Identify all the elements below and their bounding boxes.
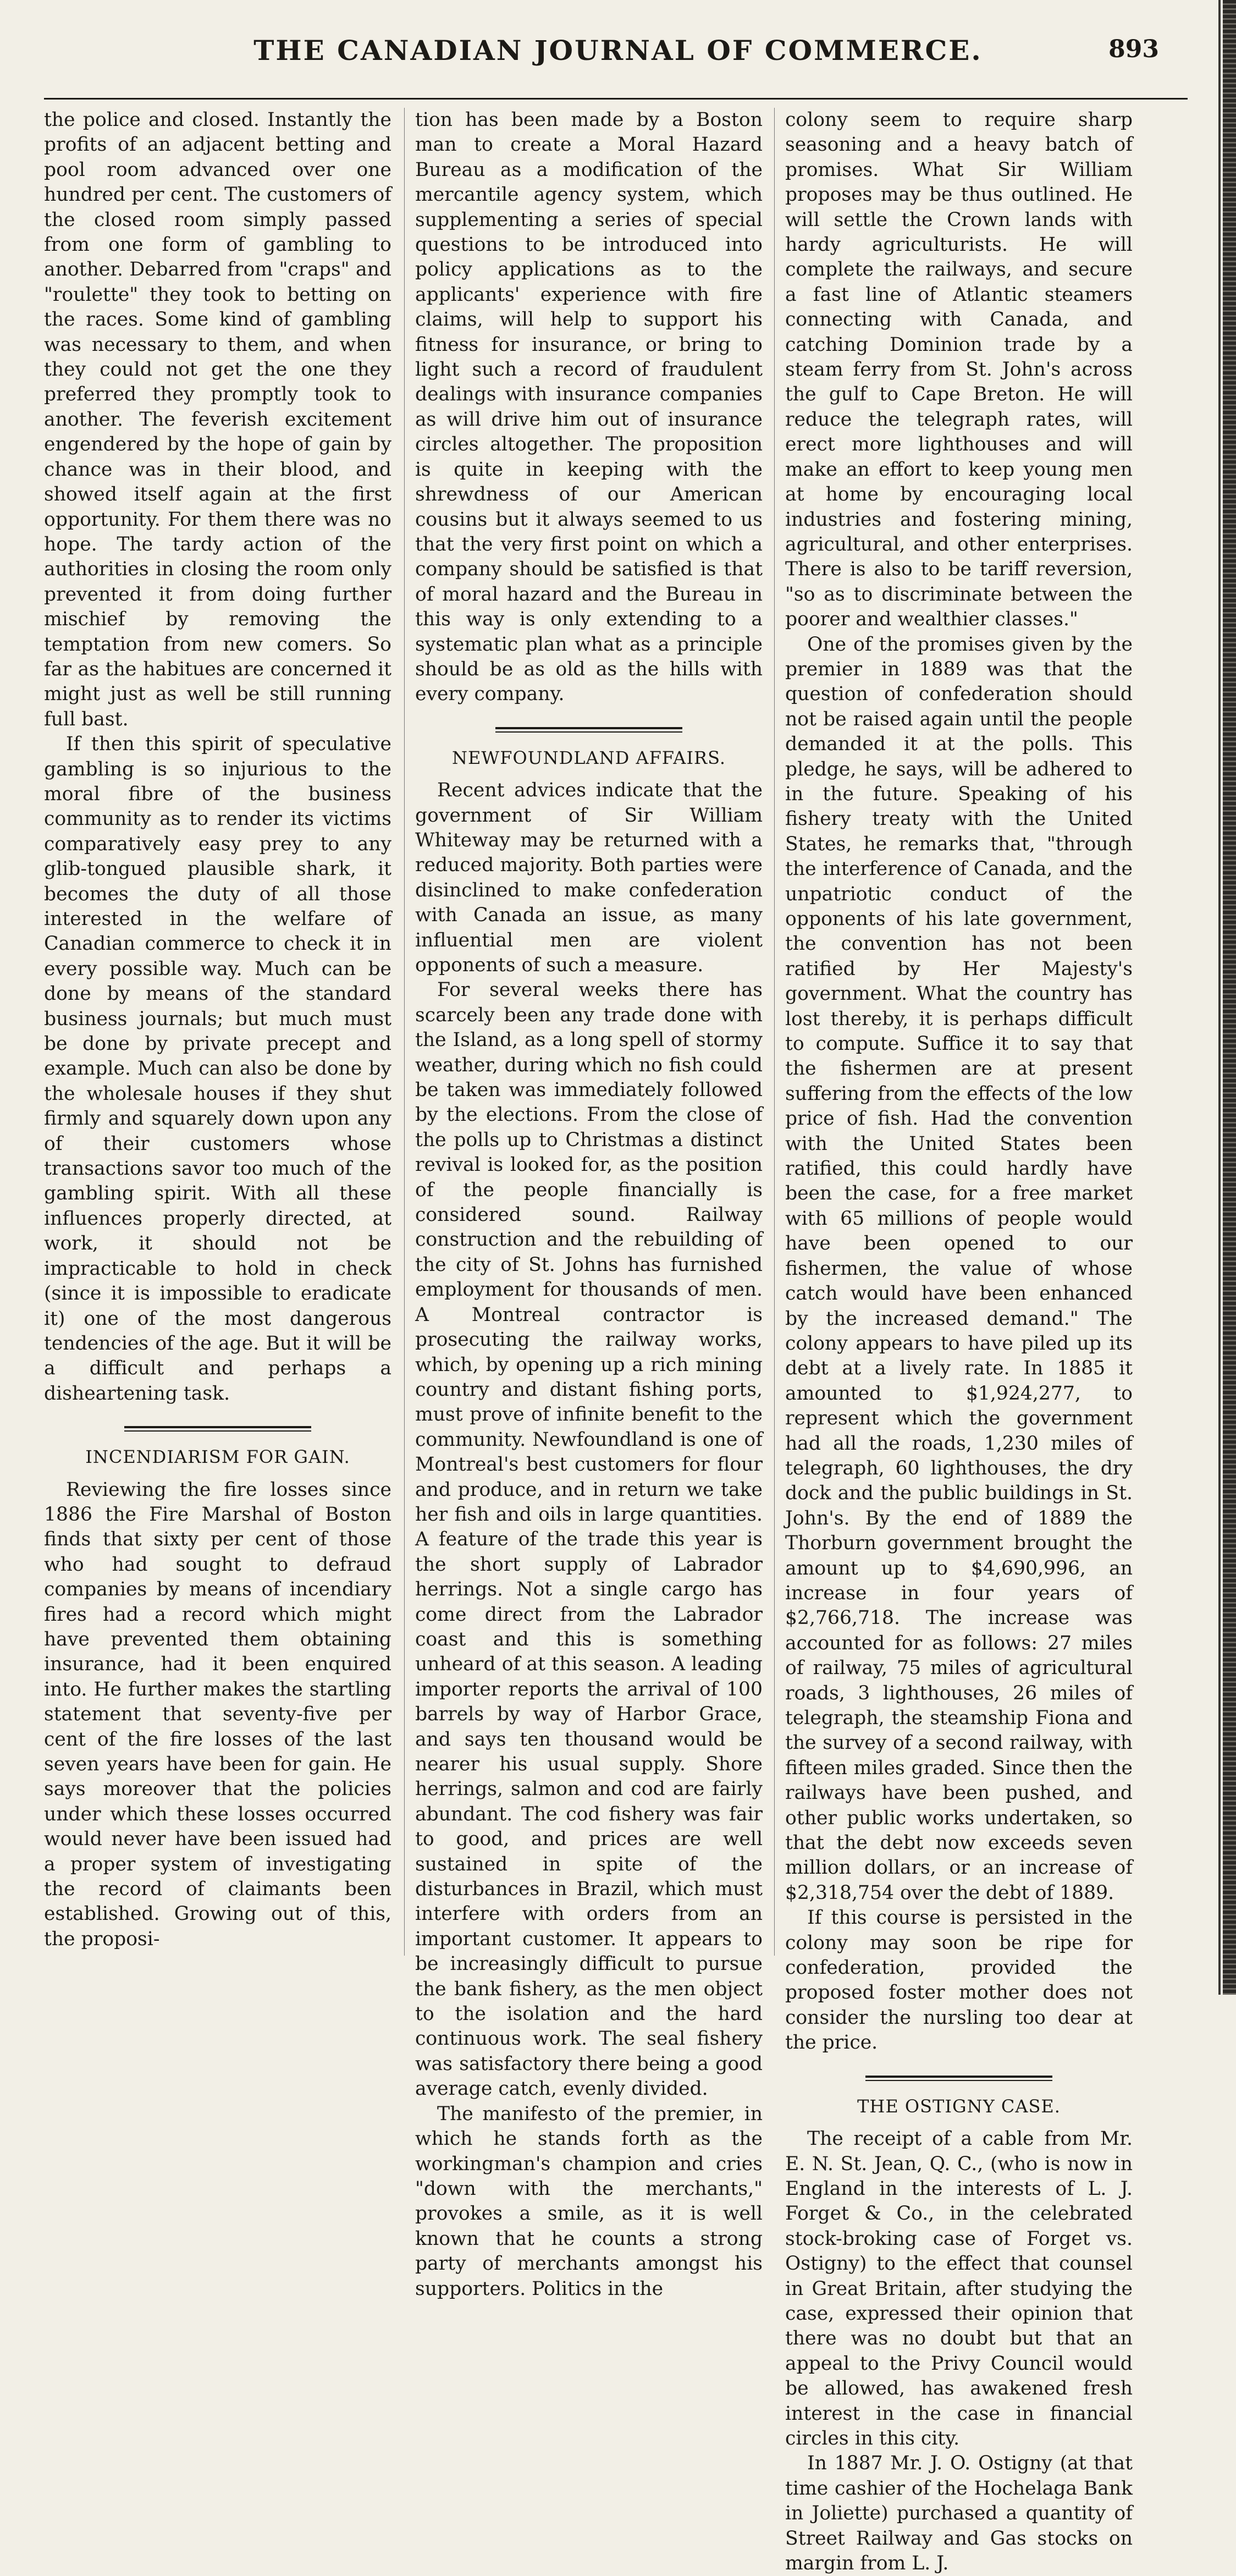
paragraph: In 1887 Mr. J. O. Ostigny (at that time cashier of the Hochelaga Bank in Joliette) purchased a quantity of Street Railway and Gas stocks on margin from L. J.	[785, 2452, 1133, 2574]
section-heading-ostigny: THE OSTIGNY CASE.	[857, 2095, 1061, 2117]
section-divider	[124, 1426, 311, 1434]
paragraph: tion has been made by a Boston man to create a Moral Hazard Bureau as a modification of the mercantile agency system, which supplementing a series of special questions to be introduced into policy applications as to the applicants' experience with fire claims, will help to support his fitness for insurance, or bring to light such a record of fraudulent dealings with insurance companies as will drive him out of insurance circles altogether. The proposition is quite in keeping with the shrewdness of our American cousins but it always seemed to us that the very first point on which a company should be satisfied is that of moral hazard and the Bureau in this way is only extending to a systematic plan what as a principle should be as old as the hills with every company.	[415, 109, 763, 706]
paragraph: The manifesto of the premier, in which he stands forth as the workingman's champion and cries "down with the merchants," provokes a smile, as it is well known that he counts a strong party of merchants amongst his supporters. Politics in the	[415, 2102, 763, 2300]
masthead: THE CANADIAN JOURNAL OF COMMERCE.	[253, 34, 983, 67]
page-header	[0, 34, 1236, 85]
column-divider	[774, 108, 775, 1956]
header-rule	[44, 98, 1188, 100]
page-number: 893	[1108, 35, 1159, 63]
section-divider	[865, 2076, 1052, 2083]
paragraph: If then this spirit of speculative gambling is so injurious to the moral fibre of the business community as to render its victims comparatively easy prey to any glib-tongued plausible shark, it becomes the duty of all those interested in the welfare of Canadian commerce to check it in every possible way. Much can be done by means of the standard business journals; but much must be done by private precept and example. Much can also be done by the wholesale houses if they shut firmly and squarely down upon any of their customers whose transactions savor too much of the gambling spirit. With all these influences properly directed, at work, it should not be impracticable to hold in check (since it is impossible to eradicate it) one of the most dangerous tendencies of the age. But it will be a difficult and perhaps a disheartening task.	[44, 733, 391, 1405]
section-heading-newfoundland: NEWFOUNDLAND AFFAIRS.	[451, 747, 726, 768]
paragraph: The receipt of a cable from Mr. E. N. St. Jean, Q. C., (who is now in England in the interests of L. J. Forget & Co., in the celebrated stock-broking case of Forget vs. Ostigny) to the effect that counsel in Great Britain, after studying the case, expressed their opinion that there was no doubt but that an appeal to the Privy Council would be allowed, has awakened fresh interest in the case in financial circles in this city.	[785, 2128, 1133, 2450]
paragraph: For several weeks there has scarcely been any trade done with the Island, as a long spell of stormy weather, during which no fish could be taken was immediately followed by the elections. From the close of the polls up to Christmas a distinct revival is looked for, as the position of the people financially is considered sound. Railway construction and the rebuilding of the city of St. Johns has furnished employment for thousands of men. A Montreal contractor is prosecuting the railway works, which, by opening up a rich mining country and distant fishing ports, must prove of infinite benefit to the community. Newfoundland is one of Montreal's best customers for flour and produce, and in return we take her fish and oils in large quantities. A feature of the trade this year is the short supply of Labrador herrings. Not a single cargo has come direct from the Labrador coast and this is something unheard of at this season. A leading importer reports the arrival of 100 barrels by way of Harbor Grace, and says ten thousand would be nearer his usual supply. Shore herrings, salmon and cod are fairly abundant. The cod fishery was fair to good, and prices are well sustained in spite of the disturbances in Brazil, which must interfere with orders from an important customer. It appears to be increasingly difficult to pursue the bank fishery, as the men object to the isolation and the hard continuous work. The seal fishery was satisfactory there being a good average catch, evenly divided.	[415, 979, 763, 2100]
column-2	[415, 108, 763, 2300]
paragraph: Recent advices indicate that the government of Sir William Whiteway may be returned with a reduced majority. Both parties were disinclined to make confederation with Canada an issue, as many influential men are violent opponents of such a measure.	[415, 779, 763, 976]
paragraph: If this course is persisted in the colony may soon be ripe for confederation, provided the proposed foster mother does not consider the nursling too dear at the price.	[785, 1907, 1133, 2054]
paragraph: the police and closed. Instantly the profits of an adjacent betting and pool room advanced over one hundred per cent. The customers of the closed room simply passed from one form of gambling to another. Debarred from "craps" and "roulette" they took to betting on the races. Some kind of gambling was necessary to them, and when they could not get the one they preferred they promptly took to another. The feverish excitement engendered by the hope of gain by chance was in their blood, and showed itself again at the first opportunity. For them there was no hope. The tardy action of the authorities in closing the room only prevented it from doing further mischief by removing the temptation from new comers. So far as the habitues are concerned it might just as well be still running full bast.	[44, 109, 391, 730]
binding-edge-texture	[1223, 0, 1236, 1995]
column-1	[44, 108, 391, 1961]
column-divider	[404, 108, 405, 1956]
binding-edge	[1218, 0, 1221, 1995]
paragraph: colony seem to require sharp seasoning and a heavy batch of promises. What Sir William proposes may be thus outlined. He will settle the Crown lands with hardy agriculturists. He will complete the railways, and secure a fast line of Atlantic steamers connecting with Canada, and catching Dominion trade by a steam ferry from St. John's across the gulf to Cape Breton. He will reduce the telegraph rates, will erect more lighthouses and will make an effort to keep young men at home by encouraging local industries and fostering mining, agricultural, and other enterprises. There is also to be tariff reversion, "so as to discriminate between the poorer and wealthier classes."	[785, 109, 1133, 631]
section-heading-incendiarism: INCENDIARISM FOR GAIN.	[85, 1446, 350, 1468]
paragraph: One of the promises given by the premier in 1889 was that the question of confederation should not be raised again until the people demanded it at the polls. This pledge, he says, will be adhered to in the future. Speaking of his fishery treaty with the United States, he remarks that, "through the interference of Canada, and the unpatriotic conduct of the opponents of his late government, the convention has not been ratified by Her Majesty's government. What the country has lost thereby, it is perhaps difficult to compute. Suffice it to say that the fishermen are at present suffering from the effects of the low price of fish. Had the convention with the United States been ratified, this could hardly have been the case, for a free market with 65 millions of people would have been opened to our fishermen, the value of whose catch would have been enhanced by the increased demand." The colony appears to have piled up its debt at a lively rate. In 1885 it amounted to $1,924,277, to represent which the government had all the roads, 1,230 miles of telegraph, 60 lighthouses, the dry dock and the public buildings in St. John's. By the end of 1889 the Thorburn government brought the amount up to $4,690,996, an increase in four years of $2,766,718. The increase was accounted for as follows: 27 miles of railway, 75 miles of agricultural roads, 3 lighthouses, 26 miles of telegraph, the steamship Fiona and the survey of a second railway, with fifteen miles graded. Since then the railways have been pushed, and other public works undertaken, so that the debt now exceeds seven million dollars, or an increase of $2,318,754 over the debt of 1889.	[785, 633, 1133, 1904]
paragraph: Reviewing the fire losses since 1886 the Fire Marshal of Boston finds that sixty per cent of those who had sought to defraud companies by means of incendiary fires had a record which might have prevented them obtaining insurance, had it been enquired into. He further makes the startling statement that seventy-five per cent of the fire losses of the last seven years have been for gain. He says moreover that the policies under which these losses occurred would never have been issued had a proper system of investigating the record of claimants been established. Growing out of this, the proposi-	[44, 1478, 391, 1950]
column-3	[785, 108, 1133, 2574]
section-divider	[495, 727, 682, 735]
